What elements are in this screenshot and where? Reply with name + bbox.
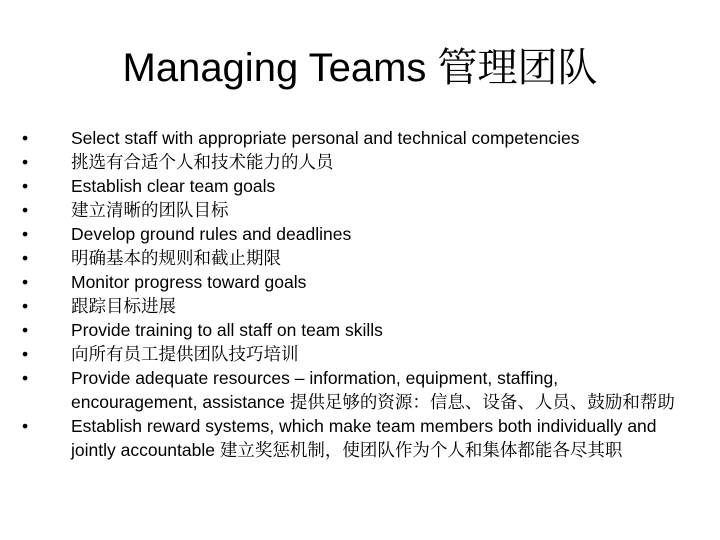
bullet-item (22, 342, 682, 366)
bullet-dot-icon: • (22, 152, 29, 172)
bullet-dot-icon: • (22, 224, 29, 244)
bullet-dot-icon: • (22, 272, 29, 292)
bullet-text: Monitor progress toward goals (71, 272, 307, 292)
bullet-item (22, 318, 682, 342)
bullet-dot-icon: • (22, 320, 29, 340)
bullet-text: Establish reward systems, which make team members both individually and jointly accountable 建立奖惩机制，使团队作为个人和集体都能各尽其职 (71, 416, 657, 460)
bullet-item (22, 366, 682, 414)
bullet-dot-icon: • (22, 176, 29, 196)
bullet-item (22, 198, 682, 222)
bullet-list (22, 126, 682, 462)
bullet-text: Provide training to all staff on team skills (71, 320, 383, 340)
bullet-text: 明确基本的规则和截止期限 (71, 248, 281, 268)
bullet-text: Select staff with appropriate personal and technical competencies (71, 128, 580, 148)
bullet-dot-icon: • (22, 128, 29, 148)
bullet-item (22, 174, 682, 198)
bullet-item (22, 222, 682, 246)
bullet-text: 跟踪目标进展 (71, 296, 176, 316)
bullet-item (22, 270, 682, 294)
bullet-dot-icon: • (22, 248, 29, 268)
bullet-dot-icon: • (22, 200, 29, 220)
bullet-text: Establish clear team goals (71, 176, 276, 196)
bullet-item (22, 414, 682, 462)
bullet-item (22, 294, 682, 318)
bullet-text: Provide adequate resources – information, equipment, staffing, encouragement, assistance 提供足够的资源：信息、设备、人员、鼓励和帮助 (71, 368, 675, 412)
bullet-dot-icon: • (22, 416, 29, 436)
bullet-text: Develop ground rules and deadlines (71, 224, 352, 244)
bullet-dot-icon: • (22, 368, 29, 388)
slide-title: Managing Teams 管理团队 (122, 46, 598, 90)
bullet-dot-icon: • (22, 344, 29, 364)
bullet-item (22, 126, 682, 150)
bullet-dot-icon: • (22, 296, 29, 316)
bullet-text: 挑选有合适个人和技术能力的人员 (71, 152, 334, 172)
bullet-item (22, 246, 682, 270)
bullet-text: 建立清晰的团队目标 (71, 200, 229, 220)
bullet-item (22, 150, 682, 174)
bullet-text: 向所有员工提供团队技巧培训 (71, 344, 299, 364)
